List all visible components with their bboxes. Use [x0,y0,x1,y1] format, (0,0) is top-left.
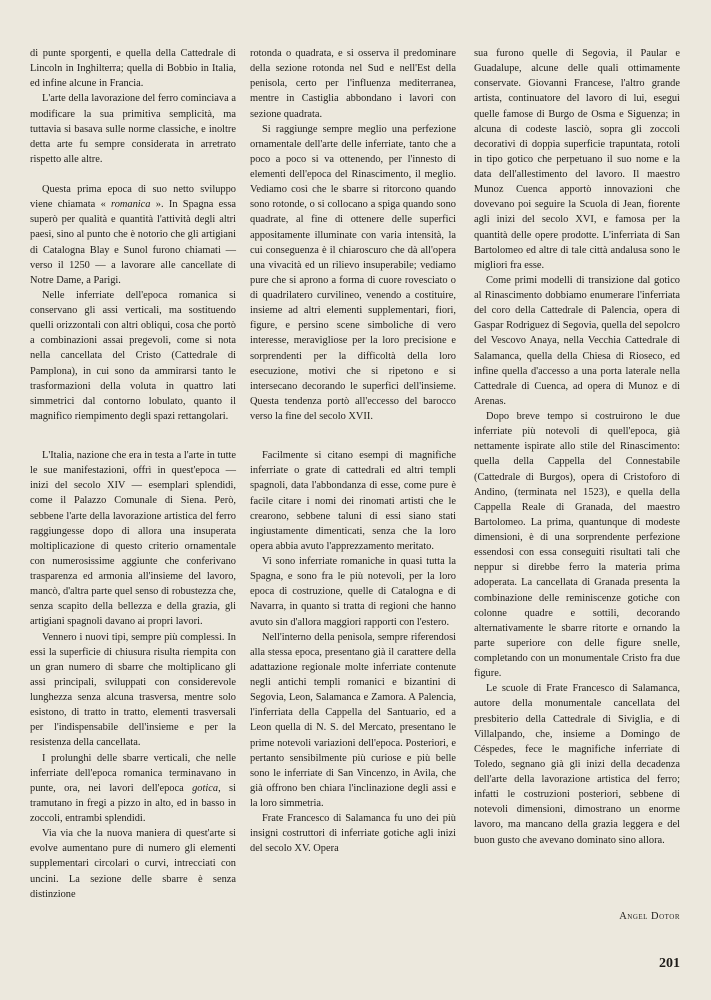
text-column-left [30,46,236,902]
paragraph: Nell'interno della penisola, sempre riferendosi alla stessa epoca, presentano già il carattere della adattazione regionale molte inferriate contenute negli antichi templi romanici e bizantini di Segovia, Leon, Salamanca e Zamora. A Palencia, l'inferriata della Cappella del Santuario, ed a Leon quella di N. S. del Mercato, presentano le prime notevoli variazioni dell'epoca. Posteriori, e pertanto sensibilmente più curiose e più belle sono le inferriate di San Vincenzo, in Avila, che già offrono ben chiara l'inclinazione degli assi e la loro simmetria. [250,631,456,809]
paragraph: rotonda o quadrata, e si osserva il predominare della sezione rotonda nel Sud e nell'Est della penisola, certo per l'influenza mediterranea, mentre in Castiglia abbondano i lavori con sezione quadrata. [250,48,456,120]
paragraph: Le scuole di Frate Francesco di Salamanca, autore della monumentale cancellata del presbiterio della Cattedrale di Siviglia, e di Villalpando, che, insieme a Domingo de Céspedes, fece le magnifiche inferriate di Toledo, segnano già gli inizi della decadenza dell'arte della lavorazione artistica del ferro; infatti le costruzioni posteriori, sebbene di notevoli dimensioni, dimostrano un enorme lavoro, ma mancano della grazia leggera e del buon gusto che avevano dominato sino allora. [474,683,680,846]
paragraph: Nelle inferriate dell'epoca romanica si conservano gli assi verticali, ma sostituendo quelli orizzontali con altri obliqui, cosa che portò a combinazioni assai pregevoli, come si nota nella cancellata del Cristo (Cattedrale di Pamplona), in cui sono da ammirarsi tanto le trasformazioni della voluta in quattro lati simmetrici dal contorno lobulato, quanto il magnifico riempimento degli spazi rettangolari. [30,289,236,422]
paragraph: sua furono quelle di Segovia, il Paular e Guadalupe, alcune delle quali ottimamente conservate. Giovanni Francese, l'altro grande artista, continuatore del lavoro di lui, eseguì quelle famose di Burgo de Osma e Siguenza; in alcuna di codeste lasciò, sopra gli zoccoli decorativi di doppia superficie trapuntata, rotoli in tipo gotico che perpetuano il suo nome e la data dell'allestimento del lavoro. Il maestro Munoz Cuenca apportò innovazioni che dovevano poi seguire la Scuola di Jean, fiorente agli inizi del secolo XVI, e famosa per la quantità delle opere prodotte. L'inferriata di San Bartolomeo ed altre di tale città andalusa sono le migliori fra esse. [474,48,680,271]
paragraph: Frate Francesco di Salamanca fu uno dei più insigni costruttori di inferriate gotiche agli inizi del secolo XV. Opera [250,813,456,855]
paragraph: Si raggiunge sempre meglio una perfezione ornamentale dell'arte delle inferriate, tanto che a poco a poco si va ottenendo, per l'innesto di elementi dell'epoca del Rinascimento, il meglio. Vediamo così che le sbarre si ritorcono quando sono rotonde, o si collocano a spiga quando sono quadrate, al fine di ottenere delle superfici appositamente illuminate con varia intensità, la cui conseguenza è il chiaroscuro che dà all'opera una vivacità ed un rilievo insuperabile; vediamo pure che si aprono a forma di cuore rovesciato o di quadrilatero curvilineo, venendo a costituire, insieme ad altri elementi supplementari, fiori, figure, e persino scene simboliche di vero interesse, meravigliose per la loro precisione e sorprendenti per la difficoltà della loro esecuzione, motivi che si ripetono e si intersecano decorando le superfici dell'insieme. Questa tendenza portò all'eccesso del barocco verso la fine del secolo XVII. [250,123,456,422]
paragraph: Come primi modelli di transizione dal gotico al Rinascimento dobbiamo enumerare l'inferriata del coro della Cattedrale di Palencia, opera di Gaspar Rodriguez di Segovia, quella del sepolcro del Vescovo Anaya, nella Vecchia Cattedrale di Salamanca, quella della Chiesa di Rioseco, ed infine quella d'accesso a una porta laterale nella Cattedrale di Cuenca, ad opera di Munoz e di Arenas. [474,274,680,407]
paragraph: Vi sono inferriate romaniche in quasi tutta la Spagna, e sono fra le più notevoli, per la loro epoca di costruzione, quelle di Catalogna e di Navarra, in quanto si tratta di regioni che hanno avuto sin d'allora maggiori rapporti con l'estero. [250,556,456,628]
text-column-middle [250,46,456,857]
paragraph: Via via che la nuova maniera di quest'arte si evolve aumentano pure di numero gli elementi supplementari circolari o curvi, intrecciati con uncini. La sezione delle sbarre è senza distinzione [30,828,236,900]
page-number: 201 [659,956,680,971]
paragraph: di punte sporgenti, e quella della Cattedrale di Lincoln in Inghilterra; quella di Bobbio in Italia, ed infine alcune in Francia. [30,48,236,90]
paragraph: L'Italia, nazione che era in testa a l'arte in tutte le sue manifestazioni, offrì in quest'epoca — inizi del secolo XIV — esemplari splendidi, come il Palazzo Comunale di Siena. Però, sebbene l'arte della lavorazione artistica del ferro raggiungesse dopo di allora una insuperata moltiplicazione di questo criterio ornamentale con numerosissime aggiunte che conferivano trasparenza ed armonia all'insieme del lavoro, mancò, d'altra parte quel senso di robustezza che, senza scapito della bellezza e della grazia, gli artigiani spagnoli davano ai propri lavori. [30,450,236,628]
paragraph: Questa prima epoca di suo netto sviluppo viene chiamata « romanica ». In Spagna essa superò per qualità e quantità l'attività degli altri paesi, sino al punto che è notorio che gli artigiani di Catalogna Blay e Sunol furono chiamati — verso il 1250 — a lavorare alle cancellate di Notre Dame, a Parigi. [30,184,236,286]
paragraph: L'arte della lavorazione del ferro cominciava a modificare la sua primitiva semplicità, ma tuttavia si basava sulle norme classiche, e inoltre detta arte fu sempre considerata in arretrato rispetto alle altre. [30,93,236,165]
author-signature: Angel Dotor [619,911,680,922]
paragraph: Dopo breve tempo si costruirono le due inferriate più notevoli di quell'epoca, già nettamente ispirate allo stile del Rinascimento: quella della Cappella del Connestabile (Cattedrale di Burgos), opera di Cristoforo di Andino, (terminata nel 1523), e quella della Cappella Reale di Granada, del maestro Bartolomeo. La prima, quantunque di modeste dimensioni, è di una sorprendente perfezione essendosi con essa conseguiti risultati tali che neppur si direbbe ferro la materia prima adoperata. La cancellata di Granada presenta la combinazione delle reminiscenze gotiche con colonne quadre e sottili, decorando alternativamente le sbarre ritorte e ornando la parte superiore con delle figure snelle, completando con un monumentale Cristo fra due figure. [474,411,680,680]
paragraph: I prolunghi delle sbarre verticali, che nelle inferriate dell'epoca romanica terminavano in punte, ora, nei lavori dell'epoca gotica, si tramutano in fregi a pizzo in alto, ed in basso in zoccoli, entrambi splendidi. [30,752,236,824]
paragraph: Facilmente si citano esempi di magnifiche inferriate o grate di cattedrali ed altri templi spagnoli, data l'abbondanza di esse, come pure è facile citare i nomi dei rinomati artisti che le crearono, sebbene taluni di essi siano stati ingiustamente dimenticati, senza che la loro opera abbia avuto l'apprezzamento meritato. [250,450,456,552]
text-column-right [474,46,680,848]
paragraph: Vennero i nuovi tipi, sempre più complessi. In essi la superficie di chiusura risulta riempita con un gran numero di sbarre che moltiplicano gli assi principali, sviluppati con considerevole lunghezza senza alcuna trasversa, mentre solo esistono, di tratto in tratto, elementi trasversali per l'indispensabile dell'insieme e per la resistenza della cancellata. [30,631,236,749]
